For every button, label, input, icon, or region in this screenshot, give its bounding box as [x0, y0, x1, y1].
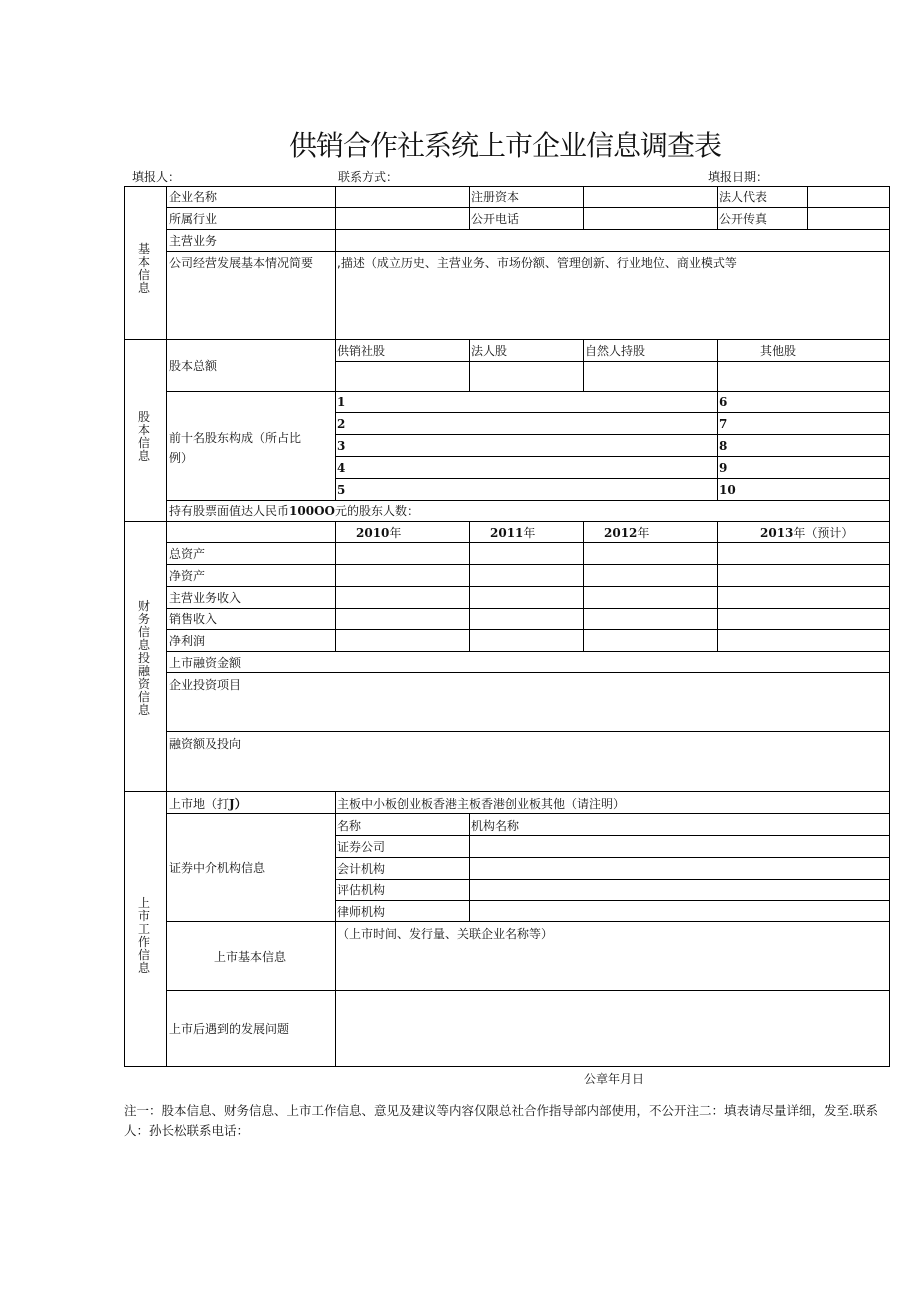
year-2013-header: 2013年（预计） [760, 526, 854, 540]
table-rule-horizontal [124, 791, 890, 792]
investment-projects-label: 企业投资项目 [169, 678, 242, 692]
table-rule-vertical [717, 339, 718, 500]
section-finance-label: 财务信息投融资信息 [137, 599, 150, 717]
holder-10: 10 [719, 483, 736, 497]
listing-basic-info-hint: （上市时间、发行量、关联企业名称等） [337, 927, 554, 941]
public-phone-label: 公开电话 [471, 212, 520, 226]
table-rule-vertical [469, 186, 470, 229]
org-accounting: 会计机构 [337, 862, 386, 876]
seal-date-label: 公章年月日 [584, 1072, 645, 1086]
table-rule-horizontal [335, 879, 890, 880]
table-rule-horizontal [124, 1066, 890, 1067]
table-rule-vertical [717, 521, 718, 651]
table-rule-horizontal [335, 835, 890, 836]
footnote: 注一：股本信息、财务信息、上市工作信息、意见及建议等内容仅限总社合作指导部内部使用，不公开注二：填表请尽量详细，发至.联系人：孙长松联系电话： [124, 1103, 878, 1138]
holder-8: 8 [719, 439, 728, 453]
table-rule-vertical [166, 186, 167, 1066]
table-rule-vertical [335, 339, 336, 500]
section-basic-label: 基本信息 [137, 242, 150, 295]
table-rule-horizontal [166, 500, 890, 501]
table-rule-vertical [889, 186, 890, 1066]
listing-basic-info-label: 上市基本信息 [214, 950, 287, 964]
net-assets-label: 净资产 [169, 569, 206, 583]
name-col-header: 名称 [337, 819, 362, 833]
year-2010-header: 2010年 [356, 526, 402, 540]
table-rule-horizontal [335, 412, 890, 413]
table-rule-horizontal [335, 857, 890, 858]
table-rule-vertical [583, 521, 584, 651]
sales-revenue-label: 销售收入 [169, 612, 218, 626]
natural-shares-label: 自然人持股 [585, 344, 646, 358]
section-equity-label: 股本信息 [137, 410, 150, 463]
post-listing-problems-label: 上市后遇到的发展问题 [169, 1022, 290, 1036]
org-col-header: 机构名称 [471, 819, 520, 833]
table-rule-horizontal [166, 813, 890, 814]
listing-place-label: 上市地（打J） [169, 797, 247, 811]
holder-1: 1 [337, 395, 346, 409]
table-rule-vertical [807, 186, 808, 229]
table-rule-horizontal [335, 434, 890, 435]
holder-6: 6 [719, 395, 728, 409]
table-rule-horizontal [166, 207, 890, 208]
holder-9: 9 [719, 461, 728, 475]
year-2012-header: 2012年 [604, 526, 650, 540]
holders-count-label: 持有股票面值达人民币100OO元的股东人数： [169, 504, 419, 518]
table-rule-horizontal [166, 921, 890, 922]
net-profit-label: 净利润 [169, 634, 206, 648]
form-header [124, 168, 890, 184]
table-rule-horizontal [166, 990, 890, 991]
holder-3: 3 [337, 439, 346, 453]
table-rule-horizontal [335, 361, 890, 362]
company-name-label: 企业名称 [169, 190, 218, 204]
reporter-label: 填报人： [132, 170, 181, 184]
table-rule-horizontal [166, 608, 890, 609]
table-rule-horizontal [166, 251, 890, 252]
intermediary-label: 证券中介机构信息 [169, 861, 266, 875]
table-rule-vertical [717, 186, 718, 229]
holder-7: 7 [719, 417, 728, 431]
listing-place-options: 主板中小板创业板香港主板香港创业板其他（请注明） [337, 797, 626, 811]
table-rule-horizontal [166, 564, 890, 565]
table-rule-horizontal [166, 629, 890, 630]
table-rule-horizontal [166, 731, 890, 732]
table-rule-vertical [335, 791, 336, 1066]
other-shares-label: 其他股 [760, 344, 797, 358]
page-title: 供销合作社系统上市企业信息调查表 [288, 129, 721, 162]
public-fax-label: 公开传真 [719, 212, 768, 226]
org-law: 律师机构 [337, 905, 386, 919]
overview-label: 公司经营发展基本情况简要 [169, 256, 314, 270]
holder-4: 4 [337, 461, 346, 475]
table-rule-horizontal [124, 186, 890, 187]
contact-label: 联系方式： [338, 170, 399, 184]
table-rule-horizontal [166, 229, 890, 230]
org-securities: 证券公司 [337, 840, 386, 854]
table-rule-horizontal [166, 651, 890, 652]
table-rule-horizontal [124, 521, 890, 522]
table-rule-vertical [335, 186, 336, 339]
table-rule-horizontal [166, 672, 890, 673]
industry-label: 所属行业 [169, 212, 218, 226]
top10-label: 前十名股东构成（所占比例） [169, 431, 302, 465]
table-rule-vertical [124, 186, 125, 1066]
total-assets-label: 总资产 [169, 547, 206, 561]
date-label: 填报日期： [708, 170, 769, 184]
table-rule-horizontal [166, 586, 890, 587]
table-rule-horizontal [166, 542, 890, 543]
main-revenue-label: 主营业务收入 [169, 591, 242, 605]
section-listing-label: 上市工作信息 [137, 896, 150, 975]
coop-shares-label: 供销社股 [337, 344, 386, 358]
table-rule-vertical [583, 186, 584, 229]
table-rule-horizontal [335, 478, 890, 479]
holder-2: 2 [337, 417, 346, 431]
total-shares-label: 股本总额 [169, 359, 218, 373]
main-business-label: 主营业务 [169, 234, 218, 248]
year-2011-header: 2011年 [490, 526, 536, 540]
org-appraisal: 评估机构 [337, 883, 386, 897]
table-rule-vertical [583, 339, 584, 391]
holder-5: 5 [337, 483, 346, 497]
table-rule-horizontal [335, 456, 890, 457]
table-rule-vertical [469, 339, 470, 391]
table-rule-horizontal [124, 339, 890, 340]
listing-financing-label: 上市融资金额 [169, 656, 242, 670]
legal-rep-label: 法人代表 [719, 190, 768, 204]
overview-hint: ,描述（成立历史、主营业务、市场份额、管理创新、行业地位、商业模式等 [337, 256, 737, 270]
table-rule-vertical [335, 521, 336, 651]
registered-capital-label: 注册资本 [471, 190, 520, 204]
financing-use-label: 融资额及投向 [169, 737, 242, 751]
table-rule-vertical [469, 813, 470, 921]
table-rule-horizontal [335, 900, 890, 901]
legal-shares-label: 法人股 [471, 344, 508, 358]
table-rule-horizontal [166, 391, 890, 392]
table-rule-vertical [469, 521, 470, 651]
